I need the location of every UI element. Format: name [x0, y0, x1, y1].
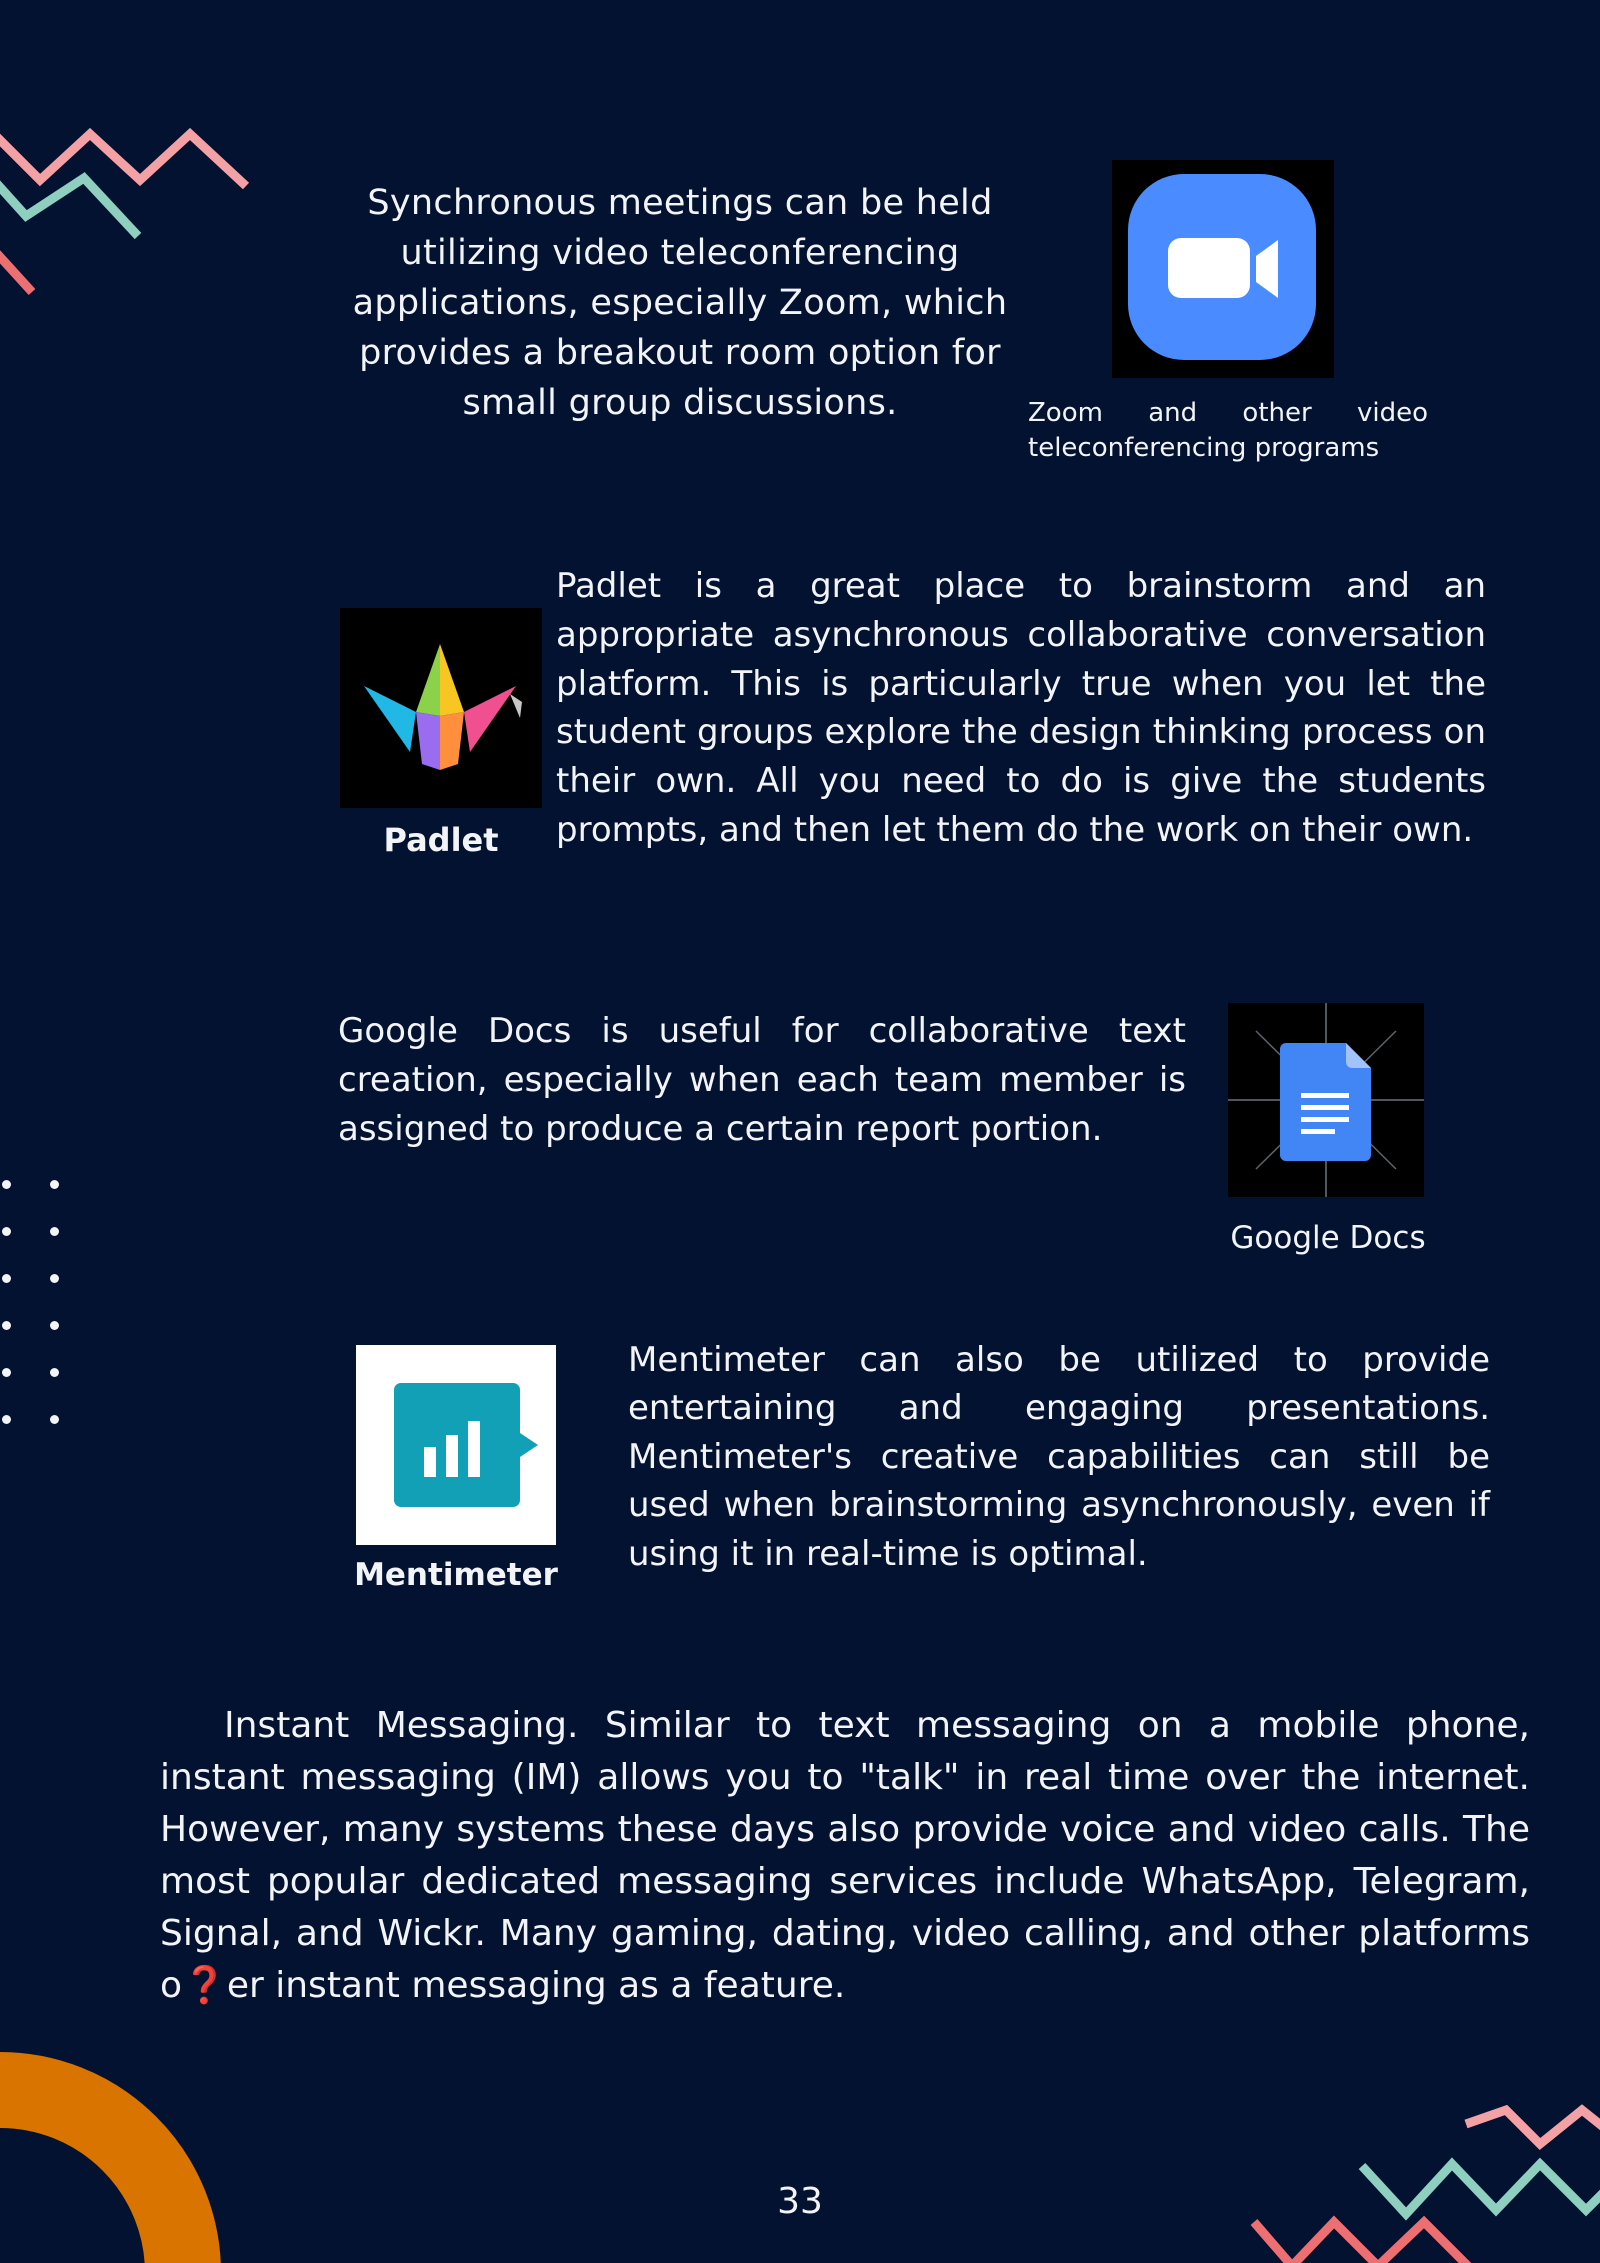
zigzag-decoration-bottom-right [1240, 2100, 1600, 2263]
gdocs-paragraph: Google Docs is useful for collaborative text creation, especially when each team member is assigned to produce a certain report portion. [338, 1011, 1186, 1149]
mentimeter-caption: Mentimeter [354, 1557, 558, 1593]
bar-chart-icon [356, 1345, 556, 1545]
zoom-paragraph: Synchronous meetings can be held utilizing video teleconferencing applications, especially Zoom, which provides a breakout room option for small group discussions. [352, 183, 1008, 423]
padlet-paragraph: Padlet is a great place to brainstorm and an appropriate asynchronous collaborative conversation platform. This is particularly true when you let the student groups explore the design thinking process on their own. All you need to do is give the students prompts, and then let them do the work on their own. [556, 566, 1486, 850]
padlet-caption: Padlet [383, 821, 499, 859]
zoom-caption: Zoom and other video teleconferencing programs [1028, 398, 1428, 463]
google-docs-logo [1228, 1003, 1424, 1197]
dot-grid-decoration [0, 1180, 70, 1430]
instant-messaging-paragraph: Instant Messaging. Similar to text messaging on a mobile phone, instant messaging (IM) allows you to "talk" in real time over the internet. However, many systems these days also provide voice and video calls. The most popular dedicated messaging services include WhatsApp, Telegram, Signal, and Wickr. Many gaming, dating, video calling, and other platforms o❓er instant messaging as a feature. [160, 1705, 1530, 2006]
zoom-logo [1112, 160, 1334, 378]
padlet-logo [340, 608, 542, 808]
document-icon [1228, 1003, 1424, 1197]
orange-arc-decoration [0, 2010, 240, 2263]
page-number: 33 [777, 2181, 823, 2222]
zigzag-decoration-top-left [0, 120, 260, 310]
gdocs-caption: Google Docs [1230, 1220, 1426, 1256]
mentimeter-logo [356, 1345, 556, 1545]
mentimeter-paragraph: Mentimeter can also be utilized to provide entertaining and engaging presentations. Mentimeter's creative capabilities can still be used when brainstorming asynchronously, even if using it in real-time is optimal. [628, 1340, 1490, 1574]
padlet-logo-icon [340, 608, 542, 808]
video-camera-icon [1112, 160, 1334, 378]
